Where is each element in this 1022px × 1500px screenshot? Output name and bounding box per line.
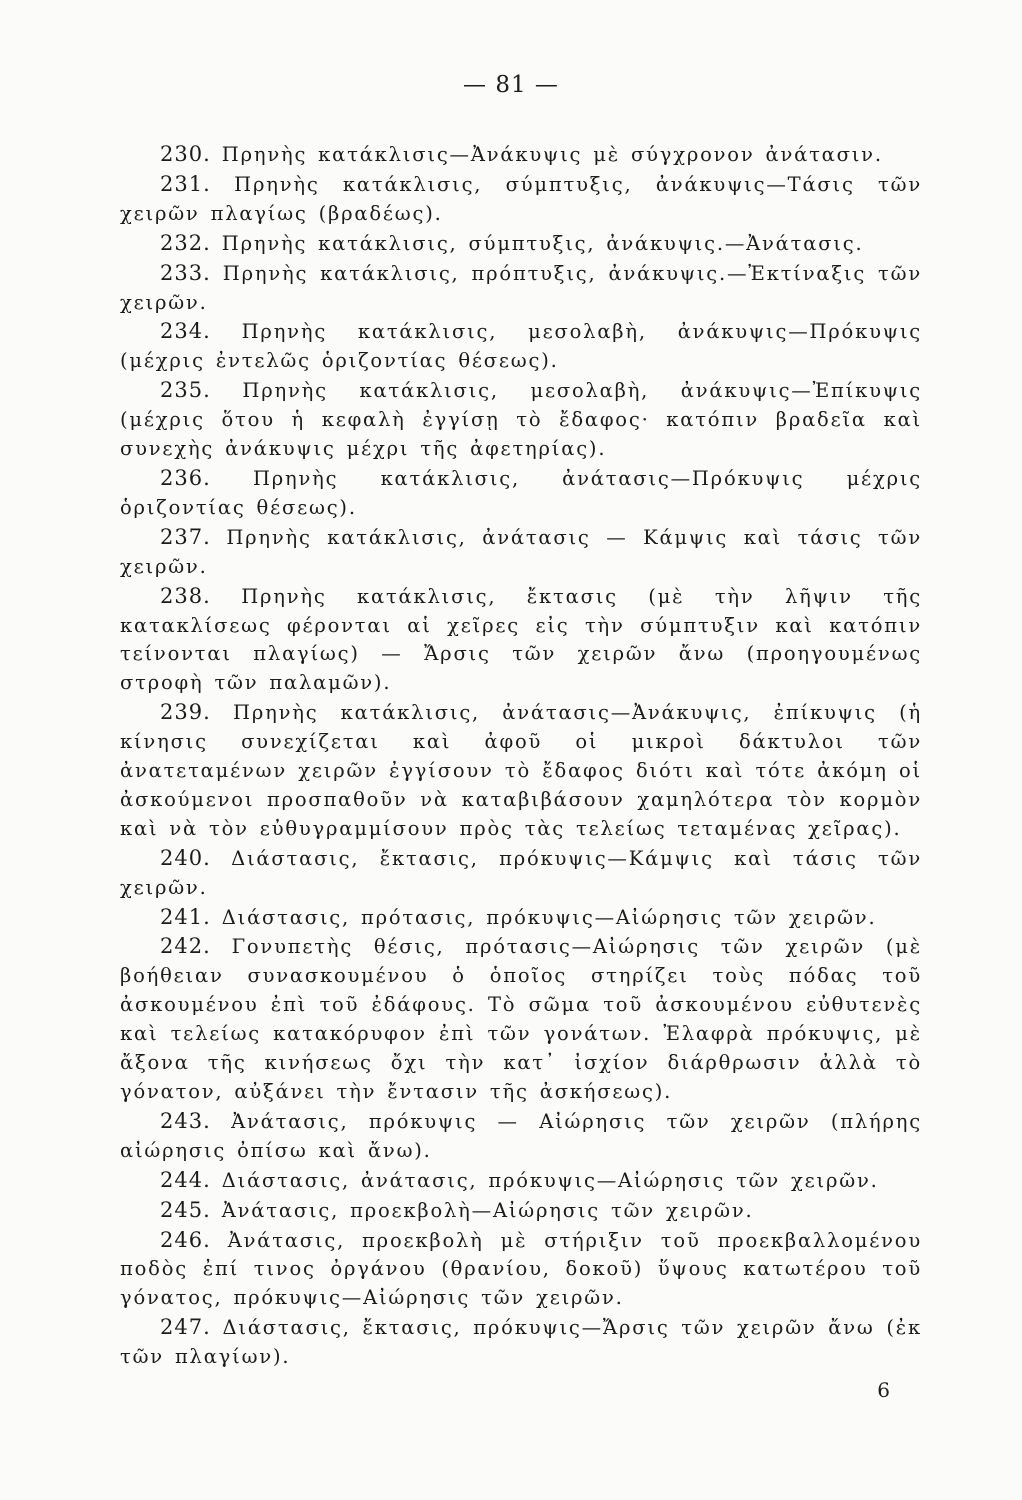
- entry-number: 236.: [160, 465, 211, 490]
- exercise-entry: [120, 1313, 922, 1372]
- entry-text: Πρηνὴς κατάκλισις, σύμπτυξις, ἀνάκυψις.—Ἀνάτασις.: [221, 231, 864, 255]
- entry-text: Πρηνὴς κατάκλισις, ἀνάτασις — Κάμψις καὶ τάσις τῶν χειρῶν.: [120, 525, 922, 578]
- exercise-entry: [120, 1166, 922, 1196]
- entry-number: 244.: [160, 1167, 211, 1192]
- entry-text: Διάστασις, ἔκτασις, πρόκυψις—Κάμψις καὶ τάσις τῶν χειρῶν.: [120, 846, 922, 899]
- entry-text: Διάστασις, πρότασις, πρόκυψις—Αἰώρησις τῶν χειρῶν.: [221, 905, 877, 929]
- entry-number: 238.: [160, 583, 211, 608]
- entry-number: 234.: [160, 319, 211, 344]
- page-number: — 81 —: [463, 72, 559, 98]
- entry-text: Γονυπετὴς θέσις, πρότασις—Αἰώρησις τῶν χειρῶν (μὲ βοήθειαν συνασκουμένου ὁ ὁποῖος στηρίζει τοὺς πόδας τοῦ ἀσκουμένου ἐπὶ τοῦ ἐδάφους. Τὸ σῶμα τοῦ ἀσκουμένου εὐθυτενὲς καὶ τελείως κατακόρυφον ἐπὶ τῶν γονάτων. Ἐλαφρὰ πρόκυψις, μὲ ἄξονα τῆς κινήσεως ὄχι τὴν κατ᾽ ἰσχίον διάρθρωσιν ἀλλὰ τὸ γόνατον, αὐξάνει τὴν ἔντασιν τῆς ἀσκήσεως).: [120, 935, 922, 1103]
- entry-number: 232.: [160, 230, 211, 255]
- entry-text: Πρηνὴς κατάκλισις, πρόπτυξις, ἀνάκυψις.—Ἐκτίναξις τῶν χειρῶν.: [120, 261, 922, 314]
- entry-number: 230.: [160, 142, 211, 166]
- exercise-entry: [120, 229, 922, 259]
- entry-text: Ἀνάτασις, προεκβολὴ—Αἰώρησις τῶν χειρῶν.: [221, 1198, 754, 1222]
- entry-number: 240.: [160, 845, 211, 870]
- entry-number: 242.: [160, 934, 211, 959]
- exercise-entry: [120, 140, 922, 170]
- entry-number: 243.: [160, 1108, 211, 1133]
- entry-number: 239.: [160, 700, 211, 725]
- entry-text: Πρηνὴς κατάκλισις—Ἀνάκυψις μὲ σύγχρονον ἀνάτασιν.: [221, 143, 883, 166]
- exercise-entry: [120, 523, 922, 582]
- entry-number: 246.: [160, 1227, 211, 1252]
- exercise-entry: [120, 932, 922, 1106]
- entry-text: Πρηνὴς κατάκλισις, ἔκτασις (μὲ τὴν λῆψιν τῆς κατακλίσεως φέρονται αἱ χεῖρες εἰς τὴν σύμπτυξιν καὶ κατόπιν τείνονται πλαγίως) — Ἄρσις τῶν χειρῶν ἄνω (προηγουμένως στροφὴ τῶν παλαμῶν).: [120, 584, 922, 695]
- entry-text: Διάστασις, ἔκτασις, πρόκυψις—Ἄρσις τῶν χειρῶν ἄνω (ἐκ τῶν πλαγίων).: [120, 1316, 922, 1369]
- entry-number: 247.: [160, 1315, 211, 1340]
- exercise-entry: [120, 170, 922, 229]
- entry-text: Ἀνάτασις, προεκβολὴ μὲ στήριξιν τοῦ προεκβαλλομένου ποδὸς ἐπί τινος ὀργάνου (θρανίου, δοκοῦ) ὕψους κατωτέρου τοῦ γόνατος, πρόκυψις—Αἰώρησις τῶν χειρῶν.: [120, 1228, 922, 1310]
- exercise-entry: [120, 464, 922, 523]
- exercise-list: [120, 140, 922, 1372]
- entry-text: Πρηνὴς κατάκλισις, ἀνάτασις—Ἀνάκυψις, ἐπίκυψις (ἡ κίνησις συνεχίζεται καὶ ἀφοῦ οἱ μικροὶ δάκτυλοι τῶν ἀνατεταμένων χειρῶν ἐγγίσουν τὸ ἔδαφος διότι καὶ τότε ἀκόμη οἱ ἀσκούμενοι προσπαθοῦν νὰ καταβιβάσουν χαμηλότερα τὸν κορμὸν καὶ νὰ τὸν εὐθυγραμμίσουν πρὸς τὰς τελείως τεταμένας χεῖρας).: [120, 701, 923, 840]
- exercise-entry: [120, 1107, 922, 1166]
- entry-number: 235.: [160, 378, 211, 403]
- exercise-entry: [120, 903, 922, 933]
- exercise-entry: [120, 317, 922, 376]
- exercise-entry: [120, 1196, 922, 1226]
- exercise-entry: [120, 376, 922, 464]
- entry-number: 233.: [160, 260, 211, 285]
- exercise-entry: [120, 698, 922, 844]
- entry-text: Πρηνὴς κατάκλισις, μεσολαβὴ, ἀνάκυψις—Πρόκυψις (μέχρις ἐντελῶς ὁριζοντίας θέσεως).: [120, 320, 922, 373]
- entry-number: 237.: [160, 524, 211, 549]
- entry-text: Ἀνάτασις, πρόκυψις — Αἰώρησις τῶν χειρῶν (πλήρης αἰώρησις ὀπίσω καὶ ἄνω).: [120, 1109, 922, 1162]
- entry-text: Πρηνὴς κατάκλισις, μεσολαβὴ, ἀνάκυψις—Ἐπίκυψις (μέχρις ὅτου ἡ κεφαλὴ ἐγγίσῃ τὸ ἔδαφος· κατόπιν βραδεῖα καὶ συνεχὴς ἀνάκυψις μέχρι τῆς ἀφετηρίας).: [120, 379, 922, 461]
- entry-text: Διάστασις, ἀνάτασις, πρόκυψις—Αἰώρησις τῶν χειρῶν.: [221, 1168, 879, 1192]
- entry-text: Πρηνὴς κατάκλισις, σύμπτυξις, ἀνάκυψις—Τάσις τῶν χειρῶν πλαγίως (βραδέως).: [120, 172, 923, 225]
- entry-text: Πρηνὴς κατάκλισις, ἀνάτασις—Πρόκυψις μέχρις ὁριζοντίας θέσεως).: [120, 466, 922, 519]
- entry-number: 241.: [160, 904, 211, 929]
- exercise-entry: [120, 1226, 922, 1314]
- entry-number: 231.: [160, 171, 211, 196]
- exercise-entry: [120, 582, 922, 699]
- printer-signature-mark: 6: [877, 1378, 890, 1402]
- entry-number: 245.: [160, 1197, 211, 1222]
- exercise-entry: [120, 259, 922, 318]
- exercise-entry: [120, 844, 922, 903]
